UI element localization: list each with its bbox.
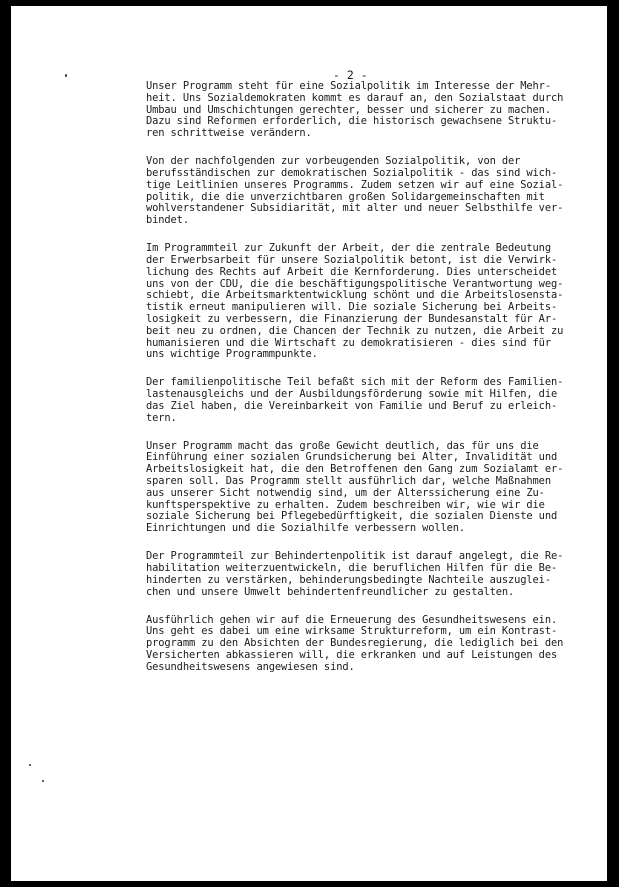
- paragraph-grundsicherung: [146, 441, 596, 535]
- text-line: chen und unsere Umwelt behindertenfreundlicher zu gestalten.: [146, 585, 515, 598]
- text-line: der Erwerbsarbeit für unsere Sozialpolitik betont, ist die Verwirk-: [146, 253, 558, 266]
- text-line: tern.: [146, 411, 177, 424]
- document-page: [11, 6, 607, 881]
- text-line: politik, die die unverzichtbaren großen Solidargemeinschaften mit: [146, 190, 545, 203]
- body-text: [146, 81, 596, 690]
- text-line: Der familienpolitische Teil befaßt sich mit der Reform des Familien-: [146, 376, 564, 389]
- paragraph-behindertenpolitik: [146, 551, 596, 598]
- text-line: losigkeit zu verbessern, die Finanzierung der Bundesanstalt für Ar-: [146, 312, 558, 325]
- text-line: das Ziel haben, die Vereinbarkeit von Familie und Beruf zu erleich-: [146, 399, 558, 412]
- text-line: lichung des Rechts auf Arbeit die Kernforderung. Dies unterscheidet: [146, 265, 558, 278]
- text-line: Einrichtungen und die Sozialhilfe verbessern wollen.: [146, 522, 466, 535]
- text-line: habilitation weiterzuentwickeln, die beruflichen Hilfen für die Be-: [146, 562, 558, 575]
- text-line: Uns geht es dabei um eine wirksame Strukturreform, um ein Kontrast-: [146, 625, 558, 638]
- text-line: Ausführlich gehen wir auf die Erneuerung des Gesundheitswesens ein.: [146, 613, 558, 626]
- text-line: bindet.: [146, 214, 189, 227]
- scan-speck: [29, 764, 31, 766]
- text-line: beit neu zu ordnen, die Chancen der Technik zu nutzen, die Arbeit zu: [146, 324, 564, 337]
- scan-speck: [42, 780, 44, 782]
- text-line: Dazu sind Reformen erforderlich, die historisch gewachsene Struktu-: [146, 115, 558, 128]
- text-line: schiebt, die Arbeitsmarktentwicklung schönt und die Arbeitslosensta-: [146, 289, 564, 302]
- text-line: aus unserer Sicht notwendig sind, um der Alterssicherung eine Zu-: [146, 486, 545, 499]
- text-line: ren schrittweise verändern.: [146, 127, 312, 140]
- text-line: tistik erneut manipulieren will. Die soziale Sicherung bei Arbeits-: [146, 301, 558, 314]
- text-line: uns von der CDU, die die beschäftigungspolitische Verantwortung weg-: [146, 277, 564, 290]
- text-line: hinderten zu verstärken, behinderungsbedingte Nachteile auszuglei-: [146, 573, 551, 586]
- text-line: Unser Programm steht für eine Sozialpolitik im Interesse der Mehr-: [146, 80, 551, 92]
- text-line: Von der nachfolgenden zur vorbeugenden Sozialpolitik, von der: [146, 155, 521, 168]
- text-line: soziale Sicherung bei Pflegebedürftigkeit, die sozialen Dienste und: [146, 510, 558, 523]
- paragraph-gesundheitswesen: [146, 615, 596, 674]
- text-line: Im Programmteil zur Zukunft der Arbeit, der die zentrale Bedeutung: [146, 242, 551, 255]
- text-line: heit. Uns Sozialdemokraten kommt es darauf an, den Sozialstaat durch: [146, 91, 564, 104]
- paragraph-familie: [146, 377, 596, 424]
- text-line: lastenausgleichs und der Ausbildungsförderung sowie mit Hilfen, die: [146, 388, 558, 401]
- text-line: Umbau und Umschichtungen gerechter, besser und sicherer zu machen.: [146, 103, 551, 116]
- paragraph-leitlinien: [146, 156, 596, 227]
- text-line: tige Leitlinien unseres Programms. Zudem setzen wir auf eine Sozial-: [146, 178, 564, 191]
- scan-speck: [65, 74, 67, 77]
- text-line: wohlverstandener Subsidiarität, mit alter und neuer Selbsthilfe ver-: [146, 202, 564, 215]
- text-line: berufsständischen zur demokratischen Sozialpolitik - das sind wich-: [146, 166, 558, 179]
- paragraph-arbeit: [146, 243, 596, 361]
- text-line: sparen soll. Das Programm stellt ausführlich dar, welche Maßnahmen: [146, 475, 551, 488]
- text-line: Arbeitslosigkeit hat, die den Betroffenen den Gang zum Sozialamt er-: [146, 463, 564, 476]
- text-line: Unser Programm macht das große Gewicht deutlich, das für uns die: [146, 439, 539, 452]
- text-line: uns wichtige Programmpunkte.: [146, 348, 318, 361]
- text-line: Der Programmteil zur Behindertenpolitik ist darauf angelegt, die Re-: [146, 550, 564, 563]
- page-number: - 2 -: [333, 68, 368, 82]
- text-line: Versicherten abkassieren will, die erkranken und auf Leistungen des: [146, 649, 558, 661]
- text-line: programm zu den Absichten der Bundesregierung, die lediglich bei den: [146, 637, 564, 650]
- text-line: Gesundheitswesens angewiesen sind.: [146, 660, 355, 673]
- paragraph-intro: [146, 81, 596, 140]
- text-line: kunftsperspektive zu erhalten. Zudem beschreiben wir, wie wir die: [146, 498, 545, 511]
- text-line: Einführung einer sozialen Grundsicherung bei Alter, Invalidität und: [146, 451, 558, 464]
- text-line: humanisieren und die Wirtschaft zu demokratisieren - dies sind für: [146, 336, 551, 349]
